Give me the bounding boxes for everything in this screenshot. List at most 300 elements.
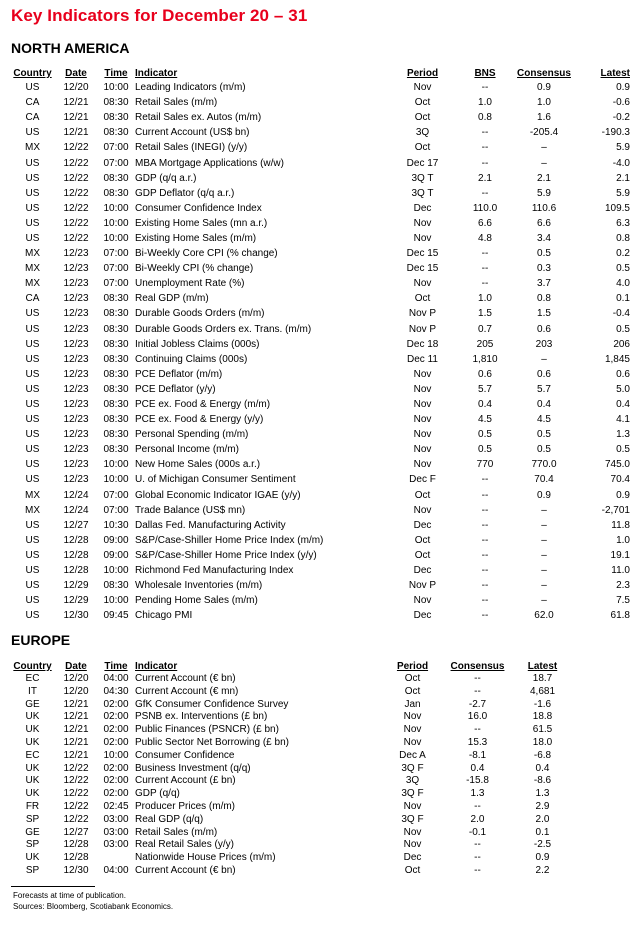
cell-latest: 0.9 [616,489,630,501]
table-row [10,80,630,95]
table-row [10,140,630,155]
cell-period: Oct [414,142,431,154]
page-title: Key Indicators for December 20 – 31 [11,6,308,25]
cell-indicator: Pending Home Sales (m/m) [135,595,258,607]
cell-date: 12/23 [63,444,89,456]
cell-latest: -2.5 [533,839,552,851]
cell-country: US [25,549,40,561]
cell-period: Oct [404,673,421,684]
cell-bns: -- [481,82,489,94]
table-row [10,155,630,170]
cell-date: 12/23 [63,353,89,365]
cell-time: 08:30 [103,383,129,395]
cell-date: 12/24 [63,489,89,501]
cell-period: Dec 11 [407,353,438,365]
table-row [10,337,630,352]
cell-indicator: Retail Sales ex. Autos (m/m) [135,112,262,124]
cell-date: 12/23 [63,263,89,275]
cell-indicator: Retail Sales (m/m) [135,97,218,109]
table-row [10,865,570,878]
cell-time: 10:00 [103,202,129,214]
cell-time: 02:00 [103,698,129,710]
cell-date: 12/23 [63,248,89,260]
cell-bns: -- [481,489,489,501]
cell-consensus: -- [474,685,481,697]
cell-period: Nov [403,711,422,723]
cell-consensus: 110.6 [531,202,557,214]
cell-date: 12/22 [63,172,89,184]
cell-date: 12/29 [63,595,89,607]
section-heading-north-america: NORTH AMERICA [11,40,130,56]
table-header-row [10,660,570,673]
cell-latest: 18.0 [532,736,553,748]
cell-country: US [25,353,40,365]
table-row [10,503,630,518]
table-row [10,427,630,442]
cell-time: 10:00 [103,82,129,94]
cell-consensus: 0.5 [537,429,551,441]
cell-time: 08:30 [103,127,129,139]
cell-bns: 2.1 [478,172,492,184]
cell-indicator: PCE Deflator (y/y) [135,383,216,395]
cell-date: 12/21 [63,97,89,109]
cell-bns: 0.4 [478,399,492,411]
cell-consensus: -205.4 [529,127,559,139]
europe-table [10,660,570,878]
table-row [10,171,630,186]
cell-time: 02:00 [103,762,129,774]
col-header-date: Date [65,661,87,672]
cell-consensus: 0.9 [537,489,551,501]
cell-consensus: -8.1 [468,749,487,761]
cell-date: 12/23 [63,414,89,426]
cell-bns: -- [481,580,489,592]
cell-bns: -- [481,157,489,169]
cell-indicator: Continuing Claims (000s) [135,353,248,365]
cell-latest: 0.9 [535,852,550,864]
cell-time [97,852,135,865]
cell-time: 07:00 [103,142,129,154]
cell-time: 08:30 [103,444,129,456]
cell-period: Nov [413,383,432,395]
cell-period: Dec A [399,749,426,761]
cell-consensus: 6.6 [537,217,551,229]
table-row [10,95,630,110]
cell-period: Dec 17 [406,157,439,169]
cell-period: Nov P [408,580,437,592]
cell-latest: 11.0 [611,565,630,577]
table-row [10,322,630,337]
cell-consensus: -- [474,800,481,812]
cell-date: 12/20 [63,82,89,94]
col-header-date: Date [65,68,87,79]
cell-date: 12/23 [63,383,89,395]
cell-time: 08:30 [103,97,129,109]
cell-bns: -- [481,549,489,561]
cell-latest: 1,845 [604,353,630,365]
cell-country: UK [25,711,40,723]
cell-period: Nov [413,232,432,244]
cell-date: 12/28 [63,565,89,577]
cell-indicator: Consumer Confidence Index [135,202,262,214]
cell-indicator: Durable Goods Orders ex. Trans. (m/m) [135,323,312,335]
cell-country: UK [25,852,40,864]
table-row [10,397,630,412]
cell-period: 3Q F [401,788,424,800]
cell-consensus: – [541,504,547,516]
cell-latest: 2.0 [535,813,550,825]
cell-date: 12/22 [63,800,89,812]
cell-time: 08:30 [103,112,129,124]
cell-country: GE [25,826,40,838]
cell-indicator: S&P/Case-Shiller Home Price Index (y/y) [135,549,317,561]
table-row [10,852,570,865]
cell-country: US [25,534,40,546]
cell-consensus: 0.3 [537,263,551,275]
cell-time: 08:30 [103,293,129,305]
cell-country: US [25,127,40,139]
cell-country: MX [25,142,40,154]
cell-consensus: 1.3 [470,788,485,800]
table-row [10,673,570,686]
cell-date: 12/23 [63,308,89,320]
cell-period: Oct [414,112,431,124]
col-header-latest: Latest [600,68,630,79]
cell-time: 07:00 [103,504,129,516]
cell-bns: 0.8 [478,112,492,124]
cell-period: Dec 15 [406,248,439,260]
cell-indicator: Producer Prices (m/m) [135,800,236,812]
cell-time: 09:00 [103,534,129,546]
cell-time: 03:00 [103,826,129,838]
cell-latest: 4.0 [616,278,630,290]
cell-latest: 11.8 [611,519,630,531]
cell-time: 10:00 [103,474,129,486]
cell-indicator: Personal Spending (m/m) [135,429,249,441]
cell-consensus: 3.4 [537,232,551,244]
cell-time: 08:30 [103,338,129,350]
table-row [10,724,570,737]
cell-bns: -- [481,278,489,290]
cell-bns: 4.5 [478,414,492,426]
cell-period: Nov [403,800,422,812]
cell-country: CA [25,97,40,109]
cell-latest: 0.5 [616,263,630,275]
cell-time: 08:30 [103,353,129,365]
cell-bns: -- [481,474,489,486]
cell-period: Nov [413,217,432,229]
cell-date: 12/21 [63,112,89,124]
cell-date: 12/22 [63,217,89,229]
cell-time: 08:30 [103,414,129,426]
cell-country: MX [25,504,40,516]
cell-date: 12/20 [63,685,89,697]
cell-period: 3Q T [411,172,434,184]
cell-indicator: Trade Balance (US$ mn) [135,504,246,516]
cell-consensus: 0.9 [537,82,551,94]
cell-indicator: U. of Michigan Consumer Sentiment [135,474,296,486]
cell-period: Nov [413,459,432,471]
table-row [10,472,630,487]
cell-time: 02:00 [103,788,129,800]
cell-bns: -- [481,248,489,260]
cell-country: EC [25,749,40,761]
cell-country: US [25,368,40,380]
col-header-indicator: Indicator [135,661,178,672]
cell-period: Nov P [408,308,437,320]
col-header-period: Period [406,68,439,79]
cell-indicator: Current Account (US$ bn) [135,127,250,139]
cell-consensus: 5.9 [537,187,551,199]
cell-period: Nov [413,278,432,290]
cell-consensus: 4.5 [537,414,551,426]
cell-latest: 6.3 [616,217,630,229]
cell-bns: -- [481,610,489,622]
cell-latest: 2.1 [616,172,630,184]
cell-date: 12/22 [63,232,89,244]
cell-bns: -- [481,595,489,607]
cell-date: 12/23 [63,323,89,335]
cell-country: GE [25,698,40,710]
col-header-latest: Latest [527,661,558,672]
cell-bns: -- [481,504,489,516]
cell-date: 12/21 [63,698,89,710]
cell-country: US [25,580,40,592]
cell-indicator: Initial Jobless Claims (000s) [135,338,260,350]
cell-date: 12/21 [63,749,89,761]
cell-country: US [25,414,40,426]
cell-latest: -4.0 [612,157,630,169]
cell-country: US [25,157,40,169]
cell-period: Oct [414,293,431,305]
table-row [10,737,570,750]
cell-latest: -6.8 [533,749,552,761]
cell-time: 02:00 [103,775,129,787]
cell-date: 12/22 [63,775,89,787]
cell-time: 08:30 [103,429,129,441]
cell-time: 10:00 [103,565,129,577]
cell-time: 10:00 [103,459,129,471]
cell-period: Nov [413,504,432,516]
cell-time: 08:30 [103,580,129,592]
cell-latest: 2.9 [535,800,550,812]
cell-date: 12/23 [63,399,89,411]
cell-country: US [25,308,40,320]
cell-consensus: -0.1 [468,826,487,838]
cell-time: 07:00 [103,157,129,169]
cell-bns: 110.0 [472,202,498,214]
cell-country: US [25,595,40,607]
table-row [10,775,570,788]
cell-period: Nov P [408,323,437,335]
cell-country: SP [25,864,40,876]
cell-bns: 1.0 [478,97,492,109]
col-header-bns: BNS [474,68,496,79]
cell-country: US [25,202,40,214]
cell-period: Nov [413,429,432,441]
cell-period: Oct [414,489,431,501]
cell-latest: 5.9 [616,142,630,154]
table-row [10,839,570,852]
cell-indicator: Chicago PMI [135,610,193,622]
cell-consensus: – [541,519,547,531]
cell-country: CA [25,112,40,124]
cell-indicator: Business Investment (q/q) [135,762,251,774]
cell-bns: 1,810 [472,353,498,365]
table-row [10,593,630,608]
cell-country: MX [25,278,40,290]
cell-time: 09:00 [103,549,129,561]
cell-bns: -- [481,263,489,275]
cell-period: Oct [404,685,421,697]
cell-latest: 0.4 [535,762,550,774]
cell-time: 02:00 [103,736,129,748]
cell-latest: 0.9 [616,82,630,94]
cell-date: 12/28 [63,852,89,864]
cell-time: 04:00 [103,673,129,684]
cell-indicator: Bi-Weekly CPI (% change) [135,263,254,275]
cell-indicator: Current Account (€ mn) [135,685,239,697]
cell-period: Dec [413,519,432,531]
cell-date: 12/24 [63,504,89,516]
cell-latest: -8.6 [533,775,552,787]
cell-indicator: Current Account (€ bn) [135,864,236,876]
cell-latest: 0.1 [616,293,630,305]
cell-consensus: 0.4 [470,762,485,774]
table-row [10,201,630,216]
cell-time: 07:00 [103,489,129,501]
cell-indicator: Unemployment Rate (%) [135,278,245,290]
cell-indicator: GfK Consumer Confidence Survey [135,698,289,710]
cell-latest: 0.5 [616,444,630,456]
cell-latest: -0.2 [612,112,630,124]
cell-bns: -- [481,519,489,531]
cell-latest: -2,701 [601,504,630,516]
cell-consensus: 0.5 [537,444,551,456]
cell-latest: 0.2 [616,248,630,260]
cell-latest: -0.4 [612,308,630,320]
section-heading-europe: EUROPE [11,632,71,648]
cell-time: 02:00 [103,724,129,736]
cell-date: 12/28 [63,549,89,561]
cell-date: 12/22 [63,142,89,154]
cell-indicator: New Home Sales (000s a.r.) [135,459,261,471]
cell-date: 12/22 [63,762,89,774]
cell-consensus: – [541,549,547,561]
cell-consensus: 0.5 [537,248,551,260]
col-header-period: Period [396,661,429,672]
table-row [10,231,630,246]
cell-latest: 1.3 [535,788,550,800]
cell-latest: 5.0 [616,383,630,395]
north-america-table [10,67,630,623]
table-row [10,442,630,457]
cell-country: FR [25,800,40,812]
table-row [10,291,630,306]
cell-date: 12/21 [63,711,89,723]
cell-period: 3Q [405,775,420,787]
footnote [13,891,173,912]
cell-consensus: 15.3 [467,736,488,748]
cell-time: 09:45 [103,610,129,622]
cell-date: 12/20 [63,673,89,684]
cell-latest: 0.5 [616,323,630,335]
cell-latest: 4.1 [616,414,630,426]
table-row [10,382,630,397]
cell-consensus: 0.6 [537,323,551,335]
cell-indicator: Current Account (£ bn) [135,775,236,787]
cell-country: MX [25,248,40,260]
table-row [10,763,570,776]
col-header-indicator: Indicator [135,68,178,79]
cell-country: CA [25,293,40,305]
cell-latest: 2.3 [616,580,630,592]
cell-bns: -- [481,534,489,546]
cell-time: 10:00 [103,217,129,229]
cell-date: 12/21 [63,724,89,736]
cell-consensus: 2.0 [470,813,485,825]
cell-country: UK [25,762,40,774]
cell-date: 12/23 [63,474,89,486]
cell-latest: 0.6 [616,368,630,380]
cell-consensus: – [541,157,547,169]
cell-period: Nov [413,399,432,411]
table-row [10,608,630,623]
cell-period: Nov [413,444,432,456]
cell-time: 10:00 [103,232,129,244]
cell-indicator: Real GDP (m/m) [135,293,209,305]
table-row [10,306,630,321]
cell-indicator: Real GDP (q/q) [135,813,204,825]
cell-country: EC [25,673,40,684]
cell-consensus: – [541,353,547,365]
cell-bns: 0.6 [478,368,492,380]
table-row [10,412,630,427]
cell-country: US [25,429,40,441]
cell-date: 12/21 [63,736,89,748]
table-row [10,186,630,201]
table-row [10,801,570,814]
cell-country: US [25,519,40,531]
cell-indicator: Durable Goods Orders (m/m) [135,308,265,320]
table-row [10,548,630,563]
cell-bns: -- [481,127,489,139]
cell-latest: 7.5 [616,595,630,607]
cell-date: 12/28 [63,839,89,851]
cell-consensus: 3.7 [537,278,551,290]
cell-period: Nov [413,82,432,94]
cell-indicator: PCE ex. Food & Energy (y/y) [135,414,264,426]
cell-indicator: Public Finances (PSNCR) (£ bn) [135,724,279,736]
cell-indicator: Real Retail Sales (y/y) [135,839,234,851]
table-row [10,367,630,382]
cell-time: 08:30 [103,323,129,335]
table-row [10,488,630,503]
table-row [10,750,570,763]
cell-country: UK [25,736,40,748]
cell-date: 12/23 [63,368,89,380]
table-row [10,686,570,699]
cell-consensus: – [541,580,547,592]
cell-indicator: MBA Mortgage Applications (w/w) [135,157,284,169]
cell-bns: 770 [476,459,494,471]
cell-date: 12/22 [63,202,89,214]
cell-country: US [25,565,40,577]
cell-bns: -- [481,142,489,154]
cell-bns: 1.5 [478,308,492,320]
footnote-divider [11,886,95,887]
cell-consensus: -- [474,864,481,876]
